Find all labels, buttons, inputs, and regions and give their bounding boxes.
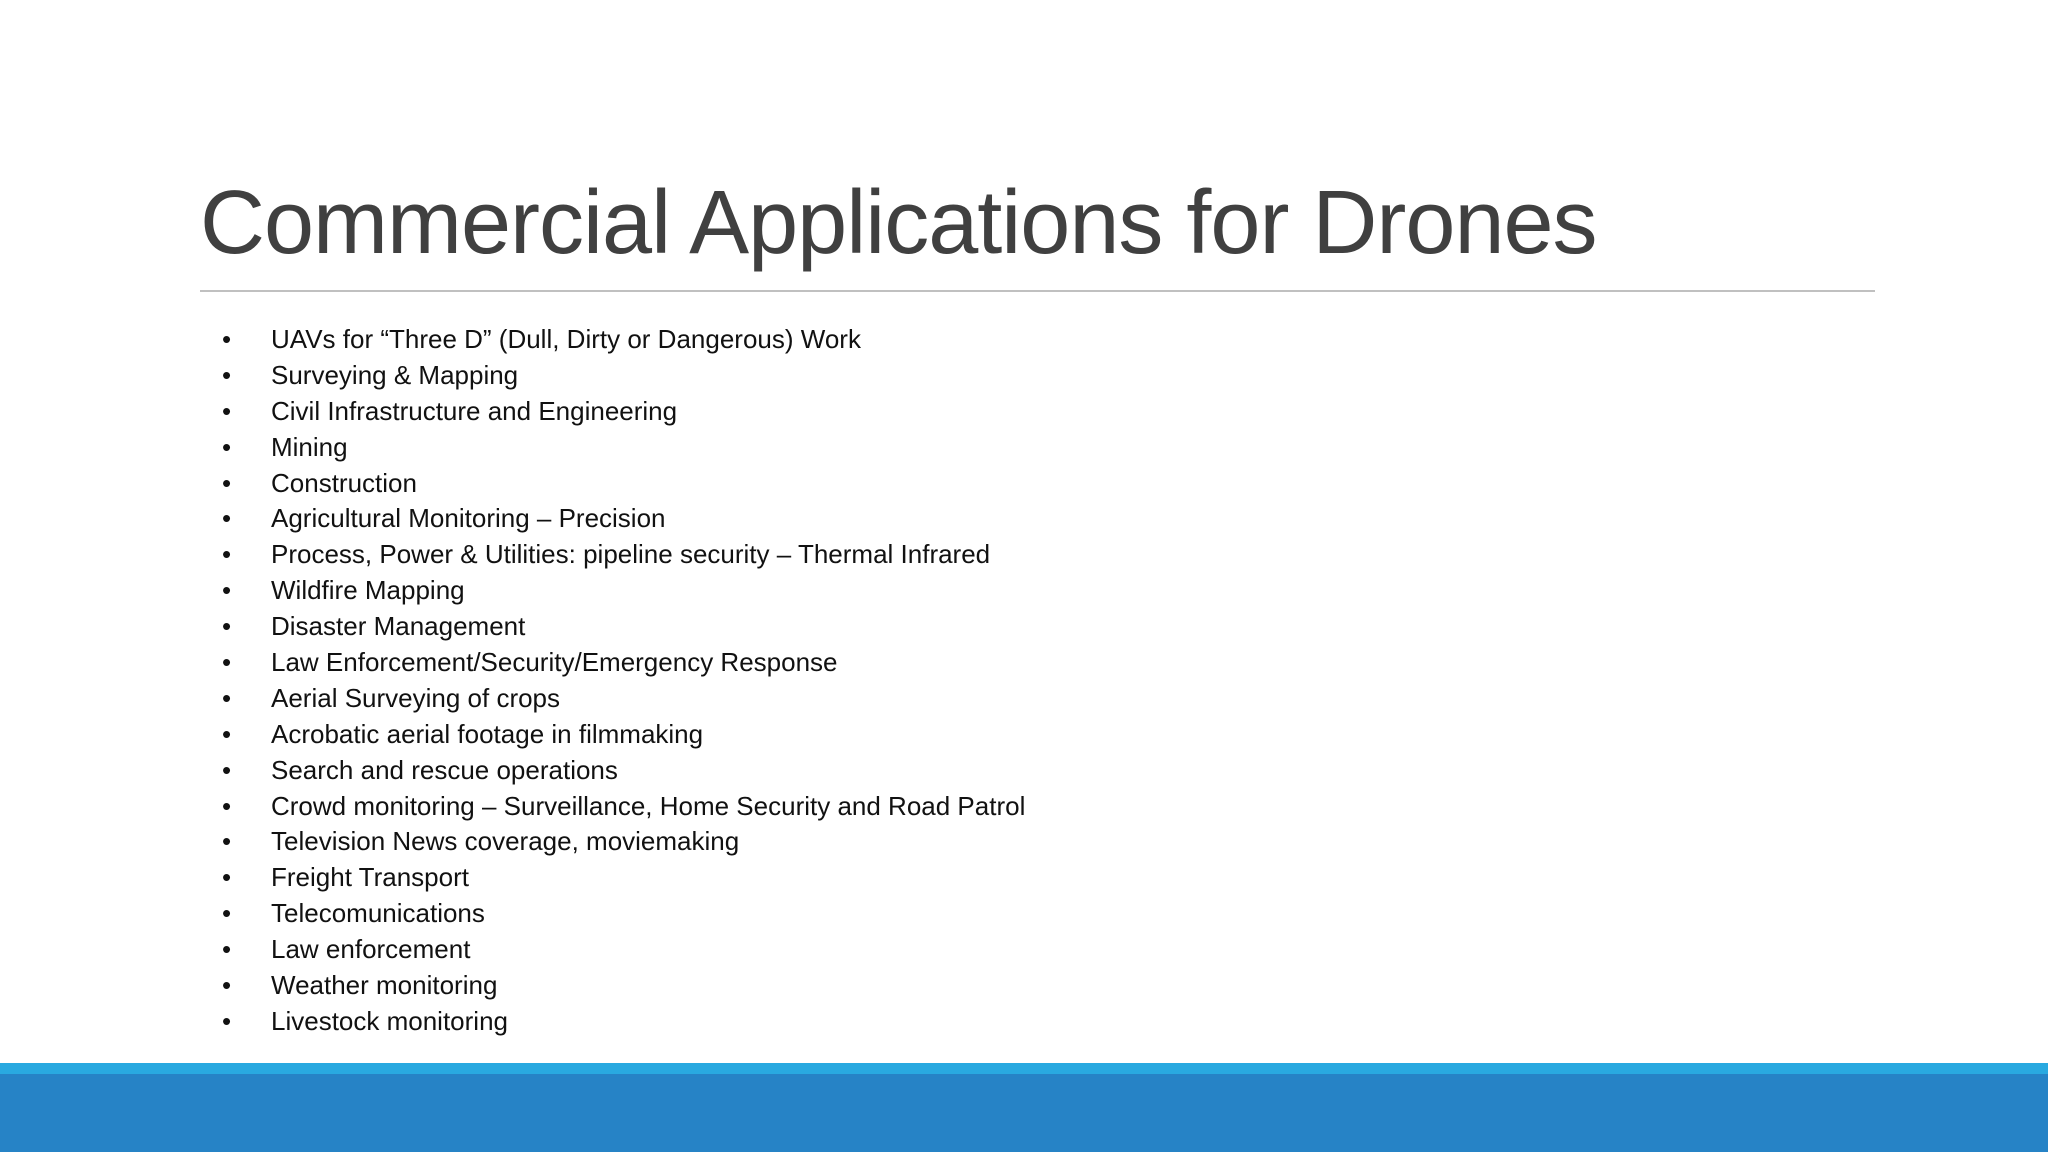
list-item <box>222 393 1025 429</box>
list-item <box>222 967 1025 1003</box>
list-item <box>222 752 1025 788</box>
bullet-icon: • <box>222 431 232 462</box>
list-item-text: Crowd monitoring – Surveillance, Home Security and Road Patrol <box>271 790 1026 821</box>
list-item-text: Law enforcement <box>271 934 471 965</box>
list-item <box>222 859 1025 895</box>
list-item <box>222 716 1025 752</box>
bullet-icon: • <box>222 647 232 678</box>
bullet-icon: • <box>222 898 232 929</box>
list-item <box>222 429 1025 465</box>
list-item <box>222 788 1025 824</box>
bullet-list <box>222 321 1025 1039</box>
footer-accent-stripe <box>0 1063 2048 1074</box>
bullet-icon: • <box>222 467 232 498</box>
bullet-icon: • <box>222 934 232 965</box>
list-item <box>222 608 1025 644</box>
slide-title: Commercial Applications for Drones <box>200 173 1597 273</box>
list-item-text: Surveying & Mapping <box>271 359 519 390</box>
bullet-icon: • <box>222 682 232 713</box>
footer-band <box>0 1074 2048 1152</box>
bullet-icon: • <box>222 754 232 785</box>
list-item <box>222 465 1025 501</box>
bullet-icon: • <box>222 862 232 893</box>
list-item-text: Livestock monitoring <box>271 1005 508 1036</box>
list-item <box>222 644 1025 680</box>
list-item <box>222 500 1025 536</box>
list-item-text: UAVs for “Three D” (Dull, Dirty or Dangerous) Work <box>271 324 861 354</box>
list-item-text: Telecomunications <box>271 898 485 929</box>
bullet-icon: • <box>222 503 232 534</box>
list-item-text: Freight Transport <box>271 862 469 893</box>
list-item-text: Search and rescue operations <box>271 754 618 785</box>
list-item <box>222 931 1025 967</box>
list-item-text: Construction <box>271 467 417 498</box>
list-item-text: Process, Power & Utilities: pipeline security – Thermal Infrared <box>271 539 991 570</box>
list-item-text: Civil Infrastructure and Engineering <box>271 395 678 426</box>
list-item-text: Disaster Management <box>271 611 526 642</box>
list-item-text: Mining <box>271 431 348 462</box>
bullet-icon: • <box>222 324 232 354</box>
bullet-icon: • <box>222 575 232 606</box>
bullet-icon: • <box>222 395 232 426</box>
list-item <box>222 357 1025 393</box>
list-item-text: Agricultural Monitoring – Precision <box>271 503 666 534</box>
title-divider <box>200 290 1875 292</box>
bullet-icon: • <box>222 1005 232 1036</box>
bullet-icon: • <box>222 790 232 821</box>
list-item-text: Weather monitoring <box>271 970 498 1001</box>
bullet-icon: • <box>222 611 232 642</box>
bullet-icon: • <box>222 359 232 390</box>
list-item-text: Law Enforcement/Security/Emergency Response <box>271 647 838 678</box>
list-item-text: Television News coverage, moviemaking <box>271 826 740 857</box>
bullet-icon: • <box>222 826 232 857</box>
list-item <box>222 680 1025 716</box>
list-item-text: Wildfire Mapping <box>271 575 465 606</box>
bullet-icon: • <box>222 718 232 749</box>
list-item <box>222 1003 1025 1039</box>
list-item-text: Acrobatic aerial footage in filmmaking <box>271 718 704 749</box>
list-item <box>222 823 1025 859</box>
list-item <box>222 895 1025 931</box>
list-item-text: Aerial Surveying of crops <box>271 682 561 713</box>
list-item <box>222 536 1025 572</box>
list-item <box>222 321 1025 357</box>
bullet-icon: • <box>222 539 232 570</box>
bullet-icon: • <box>222 970 232 1001</box>
list-item <box>222 572 1025 608</box>
